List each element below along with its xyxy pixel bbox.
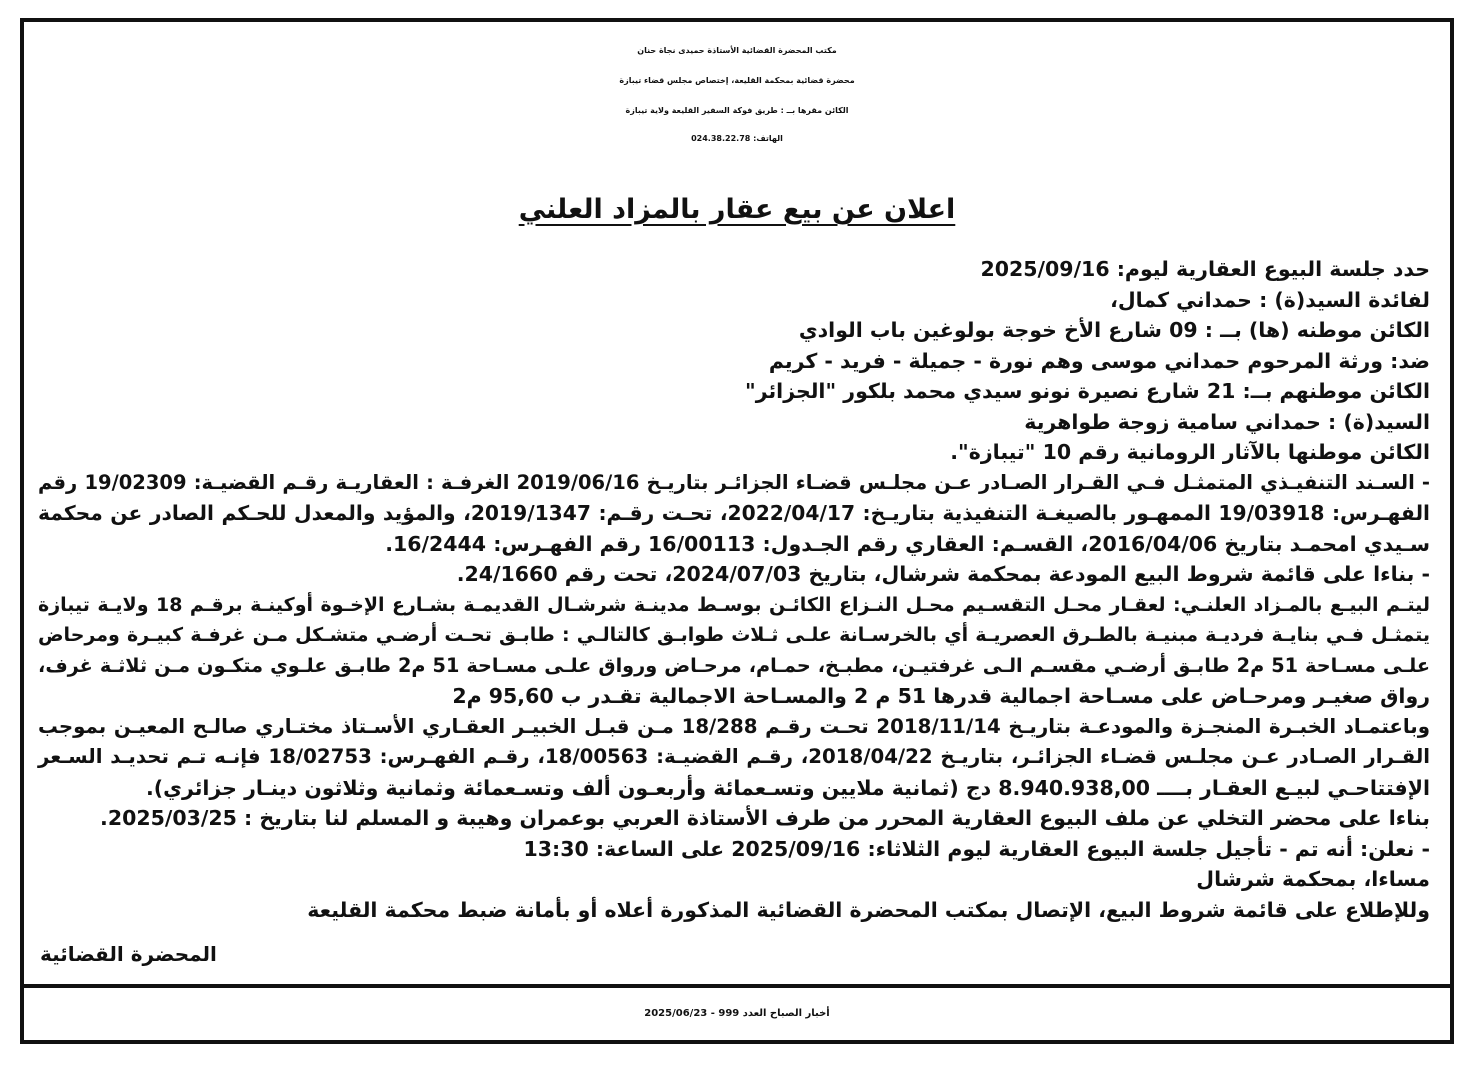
body-line: علـى مسـاحة 51 م2 طابـق أرضـي مقسـم الـى غرفتيـن، مطبـخ، حمـام، مرحـاض ورواق علـى مسـاحة 51 م2 طابـق علـوي متكـون مـن ثلاثـة غرف، xyxy=(38,653,1430,677)
announcement-title xyxy=(24,190,1450,230)
body-line: - السـند التنفيـذي المتمثـل فـي القـرار الصـادر عـن مجلـس قضـاء الجزائـر بتاريـخ 2019/06/16 الغرفـة : العقاريـة رقـم القضيـة: 19/02309 رقم xyxy=(38,470,1431,494)
body-line: السيد(ة) : حمداني سامية زوجة طواهرية xyxy=(1024,409,1430,434)
office-address: الكائن مقرها بــ : طريق فوكة السفير القليعة ولاية تيبازة xyxy=(625,106,849,115)
body-line: القـرار الصـادر عـن مجلـس قضـاء الجزائـر، بتاريـخ 2018/04/22، رقـم القضيـة: 18/00563، رقـم الفهـرس: 18/02753 فإنـه تـم تحديـد السـعر xyxy=(38,745,1431,768)
body-line: رواق صغيـر ومرحـاض على مسـاحة اجمالية قدرها 51 م 2 والمسـاحة الاجمالية تقـدر ب 95,60 م2 xyxy=(452,684,1430,708)
office-jurisdiction: محضرة قضائية بمحكمة القليعة، إختصاص مجلس قضاء تيبازة xyxy=(619,76,855,85)
body-line: مساءا، بمحكمة شرشال xyxy=(1196,867,1430,891)
body-line: - نعلن: أنه تم - تأجيل جلسة البيوع العقارية ليوم الثلاثاء: 2025/09/16 على الساعة: 13:30 xyxy=(523,836,1430,861)
office-phone: الهاتف: 024.38.22.78 xyxy=(691,134,783,143)
body-line: حدد جلسة البيوع العقارية ليوم: 2025/09/16 xyxy=(980,257,1430,281)
body-line: الكائن موطنه (ها) بــ : 09 شارع الأخ خوجة بولوغين باب الوادي xyxy=(798,318,1430,342)
body-line: ليتـم البيـع بالمـزاد العلنـي: لعقـار محـل التقسـيم محـل النـزاع الكائـن بوسـط مدينـة شرشـال القديمـة بشـارع الإخـوة أوكينـة برقـم 18 ولايـة تيبازة xyxy=(38,593,1430,616)
announcement-frame xyxy=(20,18,1454,1044)
body-line: بناءا على محضر التخلي عن ملف البيوع العقارية المحرر من طرف الأستاذة العربي بوعمران وهيبة و المسلم لنا بتاريخ : 2025/03/25. xyxy=(100,806,1430,830)
publication-footer: أخبار الصباح العدد 999 - 2025/06/23 xyxy=(644,1008,830,1019)
body-line: يتمثـل فـي بنايـة فرديـة مبنيـة بالطـرق العصريـة أي بالخرسـانة علـى ثـلاث طوابـق كالتالـي : طابـق تحـت أرضـي متشـكل مـن غرفـة كبيـرة ومرحاض xyxy=(38,624,1430,646)
body-line: الكائن موطنهم بــ: 21 شارع نصيرة نونو سيدي محمد بلكور "الجزائر" xyxy=(745,379,1430,403)
announcement-content xyxy=(24,22,1450,988)
signature: المحضرة القضائية xyxy=(40,942,217,966)
office-name: مكتب المحضرة القضائية الأستاذة حميدى نجاة حنان xyxy=(637,46,837,55)
announcement-body xyxy=(38,254,1430,925)
body-line: الإفتتاحـي لبيـع العقـار بــــ 8.940.938,00 دج (ثمانية ملايين وتسـعمائة وأربعـون ألف وتسـعمائة وثمانية وثلاثون دينـار جزائري). xyxy=(146,775,1430,800)
body-line: سـيدي امحمـد بتاريخ 2016/04/06، القسـم: العقاري رقم الجـدول: 16/00113 رقم الفهـرس: 16/2444. xyxy=(385,531,1430,556)
body-line: وللإطلاع على قائمة شروط البيع، الإتصال بمكتب المحضرة القضائية المذكورة أعلاه أو بأمانة ضبط محكمة القليعة xyxy=(307,897,1430,922)
office-header xyxy=(24,36,1450,152)
body-line: لفائدة السيد(ة) : حمداني كمال، xyxy=(1110,287,1430,312)
body-line: الفهـرس: 19/03918 الممهـور بالصيغـة التنفيذية بتاريـخ: 2022/04/17، تحـت رقـم: 2019/1347، والمؤيد والمعدل للحـكم الصادر عن محكمة xyxy=(38,501,1430,525)
body-line: الكائن موطنها بالآثار الرومانية رقم 10 "تيبازة". xyxy=(950,440,1430,464)
title-text: اعلان عن بيع عقار بالمزاد العلني xyxy=(518,194,956,225)
body-line: وباعتمـاد الخبـرة المنجـزة والمودعـة بتاريـخ 2018/11/14 تحـت رقـم 18/288 مـن قبـل الخبيـر العقـاري الأسـتاذ مختـاري صالـح المعيـن بموجب xyxy=(38,714,1430,738)
body-line: - بناءا على قائمة شروط البيع المودعة بمحكمة شرشال، بتاريخ 2024/07/03، تحت رقم 24/1660. xyxy=(456,562,1430,586)
body-line: ضد: ورثة المرحوم حمداني موسى وهم نورة - جميلة - فريد - كريم xyxy=(768,348,1430,373)
